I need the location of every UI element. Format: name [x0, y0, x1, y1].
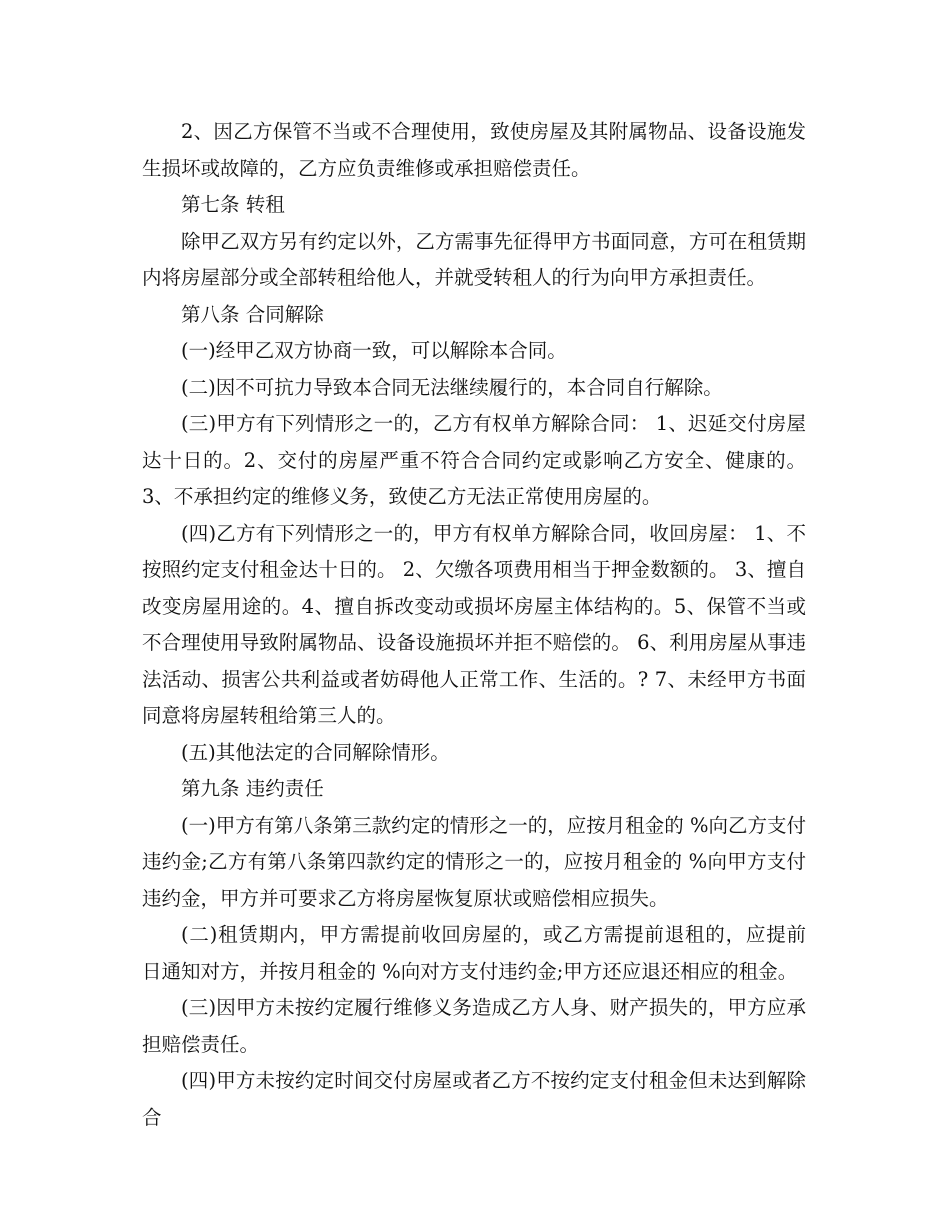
paragraph-sublease-terms: 除甲乙双方另有约定以外，乙方需事先征得甲方书面同意，方可在租赁期内将房屋部分或全部转租给他人，并就受转租人的行为向甲方承担责任。: [142, 229, 806, 289]
paragraph-liability-1: (一)甲方有第八条第三款约定的情形之一的，应按月租金的 %向乙方支付违约金;乙方有第八条第四款约定的情形之一的，应按月租金的 %向甲方支付违约金，甲方并可要求乙方将房屋恢复原状或赔偿相应损失。: [142, 813, 806, 910]
document-body: [142, 114, 806, 1136]
paragraph-termination-5: (五)其他法定的合同解除情形。: [181, 740, 450, 764]
heading-article-9-liability: 第九条 违约责任: [181, 777, 324, 800]
paragraph-termination-4: (四)乙方有下列情形之一的，甲方有权单方解除合同，收回房屋： 1、不按照约定支付租金达十日的。 2、欠缴各项费用相当于押金数额的。 3、擅自改变房屋用途的。4、擅自拆改变动或损坏房屋主体结构的。5、保管不当或不合理使用导致附属物品、设备设施损坏并拒不赔偿的。 6、利用房屋从事违法活动、损害公共利益或者妨碍他人正常工作、生活的。? 7、未经甲方书面同意将房屋转租给第三人的。: [142, 521, 806, 727]
paragraph-termination-2: (二)因不可抗力导致本合同无法继续履行的，本合同自行解除。: [181, 375, 723, 399]
paragraph-liability-3: (三)因甲方未按约定履行维修义务造成乙方人身、财产损失的，甲方应承担赔偿责任。: [142, 996, 806, 1056]
paragraph-termination-3: (三)甲方有下列情形之一的，乙方有权单方解除合同： 1、迟延交付房屋达十日的。2、交付的房屋严重不符合合同约定或影响乙方安全、健康的。 3、不承担约定的维修义务，致使乙方无法正常使用房屋的。: [142, 412, 806, 508]
paragraph-repair-liability: 2、因乙方保管不当或不合理使用，致使房屋及其附属物品、设备设施发生损坏或故障的，乙方应负责维修或承担赔偿责任。: [142, 120, 806, 180]
paragraph-termination-1: (一)经甲乙双方协商一致，可以解除本合同。: [181, 339, 567, 362]
paragraph-liability-4: (四)甲方未按约定时间交付房屋或者乙方不按约定支付租金但未达到解除合: [142, 1069, 806, 1129]
heading-article-7-sublease: 第七条 转租: [181, 193, 285, 216]
heading-article-8-termination: 第八条 合同解除: [181, 302, 324, 326]
paragraph-liability-2: (二)租赁期内，甲方需提前收回房屋的，或乙方需提前退租的，应提前 日通知对方，并按月租金的 %向对方支付违约金;甲方还应退还相应的租金。: [142, 923, 806, 983]
